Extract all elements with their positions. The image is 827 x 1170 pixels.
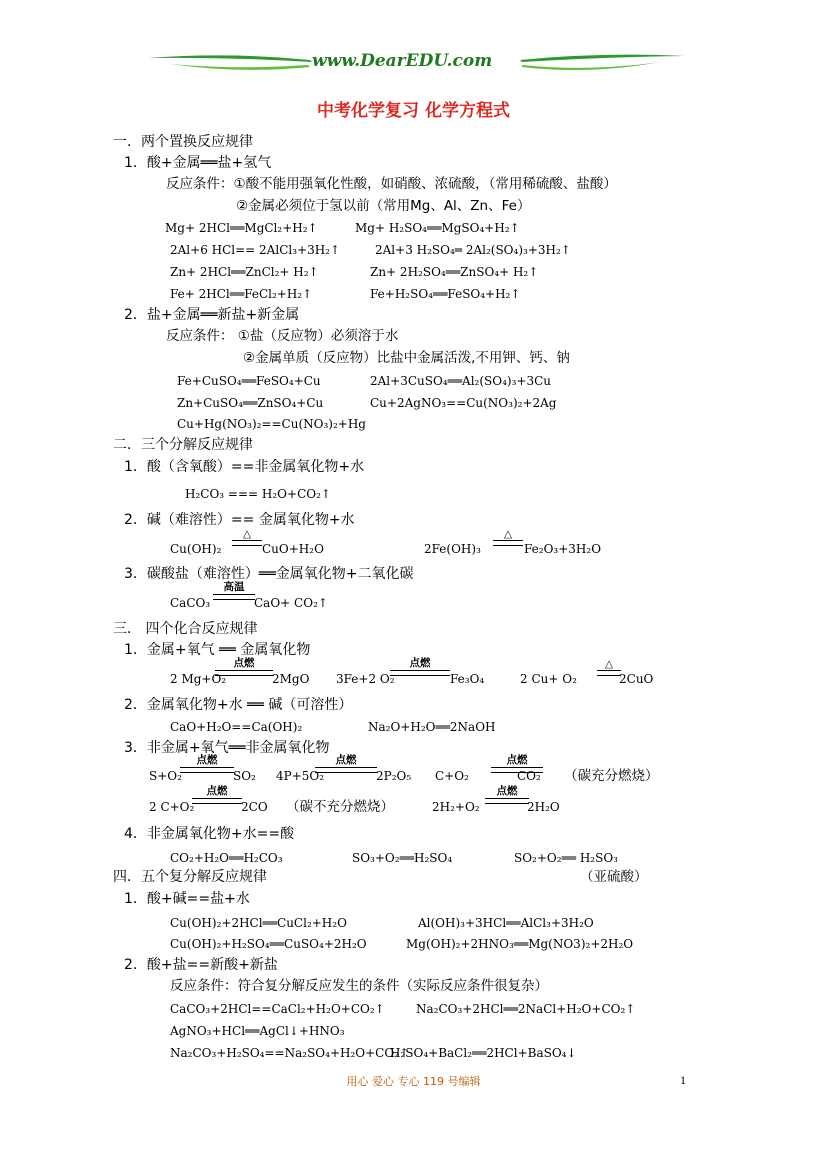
equation-text: C+O₂	[435, 769, 469, 783]
equation-text: S+O₂	[149, 769, 182, 783]
reaction-condition-arrow	[315, 752, 377, 776]
equation-text: CaCO₃	[170, 596, 211, 610]
section-heading: 四．五个复分解反应规律	[113, 869, 267, 885]
page-number: 1	[680, 1073, 686, 1087]
equation-text: H₂SO₄+BaCl₂══2HCl+BaSO₄↓	[390, 1046, 577, 1060]
reaction-condition-label: 点燃	[206, 785, 228, 797]
reaction-condition-arrow	[597, 655, 621, 679]
double-line-equals	[390, 670, 450, 676]
reaction-condition-label: 高温	[223, 581, 245, 593]
reaction-condition-label: △	[242, 528, 252, 540]
double-line-equals	[215, 670, 273, 676]
equation-text: 2P₂O₅	[376, 769, 412, 783]
reaction-condition-label: 点燃	[506, 754, 528, 766]
equation-text: Zn+ 2H₂SO₄══ZnSO₄+ H₂↑	[370, 265, 539, 279]
equation-text: H₂CO₃ === H₂O+CO₂↑	[185, 487, 331, 501]
equation-text: Mg+ 2HCl══MgCl₂+H₂↑	[165, 221, 318, 235]
equation-text: 2H₂O	[527, 800, 560, 814]
body-text: 反应条件：符合复分解反应发生的条件（实际反应条件很复杂）	[170, 978, 548, 994]
double-line-equals	[597, 670, 621, 676]
equation-text: 2CO	[241, 800, 268, 814]
equation-text: Cu+2AgNO₃==Cu(NO₃)₂+2Ag	[370, 396, 557, 410]
equation-text: Cu(OH)₂	[170, 542, 222, 556]
equation-text: 2 C+O₂	[149, 800, 195, 814]
equation-text: Fe+ 2HCl══FeCl₂+H₂↑	[170, 287, 313, 301]
equation-text: Zn+ 2HCl══ZnCl₂+ H₂↑	[170, 265, 319, 279]
equation-text: 2 Cu+ O₂	[520, 672, 577, 686]
double-line-equals	[192, 798, 242, 804]
equation-text: Fe+CuSO₄══FeSO₄+Cu	[177, 374, 321, 388]
section-heading: 三． 四个化合反应规律	[113, 621, 258, 637]
double-line-equals	[232, 540, 262, 546]
body-text: ②金属单质（反应物）比盐中金属活泼,不用钾、钙、钠	[243, 350, 570, 366]
equation-text: Fe₂O₃+3H₂O	[524, 542, 602, 556]
equation-text: Cu(OH)₂+H₂SO₄══CuSO₄+2H₂O	[170, 937, 367, 951]
reaction-condition-arrow	[491, 752, 543, 776]
equation-text: CuO+H₂O	[262, 542, 324, 556]
reaction-condition-arrow	[232, 525, 262, 549]
section-heading: 二．三个分解反应规律	[113, 437, 253, 453]
double-line-equals	[213, 594, 255, 600]
reaction-condition-arrow	[390, 655, 450, 679]
page-title: 中考化学复习 化学方程式	[317, 101, 510, 121]
reaction-condition-label: 点燃	[335, 754, 357, 766]
equation-text: CO₂	[517, 769, 541, 783]
reaction-condition-label: 点燃	[196, 754, 218, 766]
reaction-condition-label: 点燃	[233, 657, 255, 669]
equation-text: 2H₂+O₂	[432, 800, 480, 814]
section-heading: 2．盐+金属══新盐+新金属	[124, 307, 300, 323]
equation-text: Na₂CO₃+H₂SO₄==Na₂SO₄+H₂O+CO₂↑	[170, 1046, 410, 1060]
section-heading: 1．金属+氧气 ══ 金属氧化物	[124, 642, 311, 658]
section-heading: 4．非金属氧化物+水==酸	[124, 826, 295, 842]
equation-text: Cu(OH)₂+2HCl══CuCl₂+H₂O	[170, 916, 347, 930]
equation-text: Fe+H₂SO₄══FeSO₄+H₂↑	[370, 287, 521, 301]
double-line-equals	[180, 767, 234, 773]
double-line-equals	[493, 540, 523, 546]
equation-text: Na₂CO₃+2HCl══2NaCl+H₂O+CO₂↑	[416, 1002, 636, 1016]
equation-text: SO₂+O₂══ H₂SO₃	[514, 851, 618, 865]
equation-text: CaCO₃+2HCl==CaCl₂+H₂O+CO₂↑	[170, 1002, 385, 1016]
equation-text: 2CuO	[619, 672, 654, 686]
equation-text: 4P+5O₂	[276, 769, 325, 783]
double-line-equals	[491, 767, 543, 773]
section-heading: 一．两个置换反应规律	[113, 134, 253, 150]
equation-text: Mg(OH)₂+2HNO₃══Mg(NO3)₂+2H₂O	[406, 937, 634, 951]
equation-text: CaO+H₂O==Ca(OH)₂	[170, 720, 303, 734]
site-url: www.DearEDU.com	[312, 51, 493, 71]
equation-text: 2Al+6 HCl== 2AlCl₃+3H₂↑	[170, 243, 341, 257]
section-heading: 2．金属氧化物+水 ══ 碱（可溶性）	[124, 697, 353, 713]
section-heading: 1．酸（含氧酸）==非金属氧化物+水	[124, 459, 365, 475]
section-heading: 1．酸+金属══盐+氢气	[124, 155, 272, 171]
equation-text: SO₂	[233, 769, 256, 783]
equation-text: Fe₃O₄	[450, 672, 485, 686]
equation-text: Mg+ H₂SO₄══MgSO₄+H₂↑	[355, 221, 520, 235]
equation-text: 2Al+3CuSO₄══Al₂(SO₄)₃+3Cu	[370, 374, 552, 388]
section-heading: 3．非金属+氧气══非金属氧化物	[124, 740, 330, 756]
equation-text: Na₂O+H₂O══2NaOH	[368, 720, 496, 734]
equation-text: 2Fe(OH)₃	[424, 542, 481, 556]
body-text: 反应条件：①酸不能用强氧化性酸，如硝酸、浓硫酸，（常用稀硫酸、盐酸）	[166, 176, 617, 192]
equation-text: 3Fe+2 O₂	[336, 672, 395, 686]
double-line-equals	[485, 798, 529, 804]
equation-text: Zn+CuSO₄══ZnSO₄+Cu	[177, 396, 324, 410]
reaction-condition-arrow	[493, 525, 523, 549]
reaction-condition-arrow	[180, 752, 234, 776]
equation-text: SO₃+O₂══H₂SO₄	[352, 851, 453, 865]
reaction-condition-label: 点燃	[496, 785, 518, 797]
body-text: 反应条件： ①盐（反应物）必须溶于水	[166, 328, 399, 344]
equation-text: Al(OH)₃+3HCl══AlCl₃+3H₂O	[418, 916, 594, 930]
equation-text: CaO+ CO₂↑	[254, 596, 328, 610]
reaction-condition-arrow	[215, 655, 273, 679]
reaction-condition-label: △	[503, 528, 513, 540]
reaction-condition-arrow	[192, 783, 242, 807]
section-heading: 2．酸+盐==新酸+新盐	[124, 957, 278, 973]
equation-text: CO₂+H₂O══H₂CO₃	[170, 851, 283, 865]
body-text: （碳充分燃烧）	[564, 768, 659, 784]
equation-text: Cu+Hg(NO₃)₂==Cu(NO₃)₂+Hg	[177, 417, 366, 431]
body-text: ②金属必须位于氢以前（常用Mg、Al、Zn、Fe）	[236, 198, 531, 214]
section-heading: 3．碳酸盐（难溶性）══金属氧化物+二氧化碳	[124, 566, 414, 582]
equation-text: 2Al+3 H₂SO₄═ 2Al₂(SO₄)₃+3H₂↑	[375, 243, 571, 257]
section-heading: 2．碱（难溶性）== 金属氧化物+水	[124, 512, 355, 528]
equation-text: 2MgO	[272, 672, 310, 686]
footer-text: 用心 爱心 专心 119 号编辑	[346, 1075, 481, 1088]
body-text: （亚硫酸）	[580, 869, 648, 885]
reaction-condition-label: △	[604, 658, 614, 670]
reaction-condition-arrow	[213, 579, 255, 603]
equation-text: AgNO₃+HCl══AgCl↓+HNO₃	[170, 1024, 345, 1038]
reaction-condition-label: 点燃	[409, 657, 431, 669]
reaction-condition-arrow	[485, 783, 529, 807]
section-heading: 1．酸+碱==盐+水	[124, 891, 250, 907]
body-text: （碳不充分燃烧）	[286, 799, 394, 815]
equation-text: 2 Mg+O₂	[170, 672, 227, 686]
double-line-equals	[315, 767, 377, 773]
